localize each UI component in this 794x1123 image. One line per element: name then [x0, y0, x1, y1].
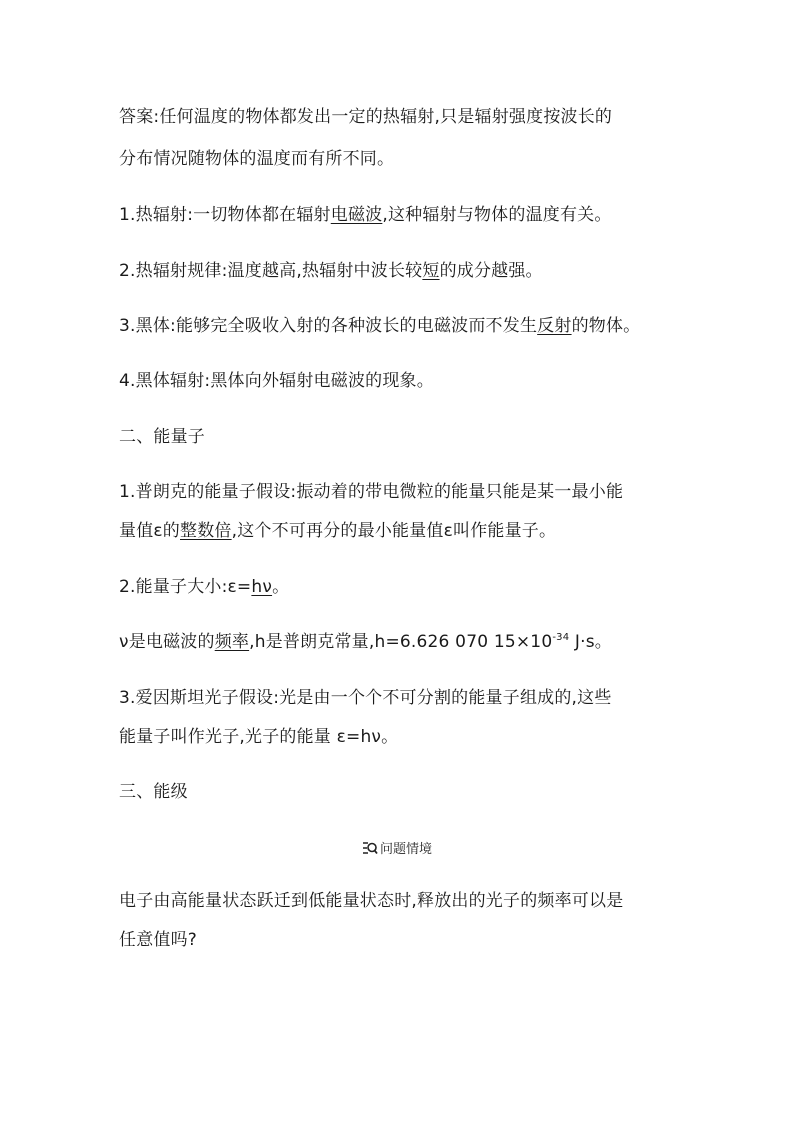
- question-line-1: 电子由高能量状态跃迁到低能量状态时,释放出的光子的频率可以是: [119, 891, 624, 911]
- p2-answer-blank: hν: [251, 577, 273, 597]
- p1-text-pre: 量值ε的: [119, 521, 180, 541]
- planck-constant-line: [119, 630, 612, 654]
- item-radiation-law: [119, 259, 543, 283]
- item1-answer-blank: 电磁波: [330, 205, 383, 225]
- item-black-body-radiation: 4.黑体辐射:黑体向外辐射电磁波的现象。: [119, 371, 434, 391]
- magnifier-question-icon: [362, 841, 378, 862]
- question-line-2: 任意值吗?: [119, 930, 198, 950]
- item-thermal-radiation: [119, 203, 612, 227]
- p3-answer-blank: 频率: [214, 632, 250, 652]
- item2-text-pre: 2.热辐射规律:温度越高,热辐射中波长较: [119, 261, 423, 281]
- item-black-body: [119, 314, 640, 338]
- planck-hypothesis-line-2: [119, 519, 556, 543]
- item2-answer-blank: 短: [422, 261, 440, 281]
- problem-scenario-text: 问题情境: [379, 842, 432, 857]
- item1-text-pre: 1.热辐射:一切物体都在辐射: [119, 205, 331, 225]
- p3-text-c: J·s。: [569, 632, 612, 652]
- problem-scenario-label: [0, 840, 794, 862]
- planck-hypothesis-line-1: 1.普朗克的能量子假设:振动着的带电微粒的能量只能是某一最小能: [119, 482, 624, 502]
- p2-text-post: 。: [272, 577, 290, 597]
- answer-line-2: 分布情况随物体的温度而有所不同。: [119, 149, 395, 169]
- einstein-hypothesis-line-1: 3.爱因斯坦光子假设:光是由一个个不可分割的能量子组成的,这些: [119, 688, 612, 708]
- p1-answer-blank: 整数倍: [180, 521, 232, 541]
- p2-text-pre: 2.能量子大小:ε=: [119, 577, 252, 597]
- quantum-size-line: [119, 575, 289, 599]
- p3-text-a: ν是电磁波的: [119, 632, 215, 652]
- item2-text-post: 的成分越强。: [439, 261, 543, 281]
- einstein-hypothesis-line-2: 能量子叫作光子,光子的能量 ε=hν。: [119, 727, 399, 747]
- item3-text-post: 的物体。: [571, 316, 641, 336]
- section-heading-energy-levels: 三、能级: [119, 782, 188, 802]
- p3-exponent: -34: [552, 632, 570, 643]
- section-heading-energy-quantum: 二、能量子: [119, 427, 205, 447]
- p3-text-b: ,h是普朗克常量,h=6.626 070 15×10: [249, 632, 553, 652]
- item3-answer-blank: 反射: [537, 316, 572, 336]
- p1-text-post: ,这个不可再分的最小能量值ε叫作能量子。: [231, 521, 557, 541]
- item3-text-pre: 3.黑体:能够完全吸收入射的各种波长的电磁波而不发生: [119, 316, 538, 336]
- item1-text-post: ,这种辐射与物体的温度有关。: [382, 205, 612, 225]
- answer-line-1: 答案:任何温度的物体都发出一定的热辐射,只是辐射强度按波长的: [119, 107, 613, 127]
